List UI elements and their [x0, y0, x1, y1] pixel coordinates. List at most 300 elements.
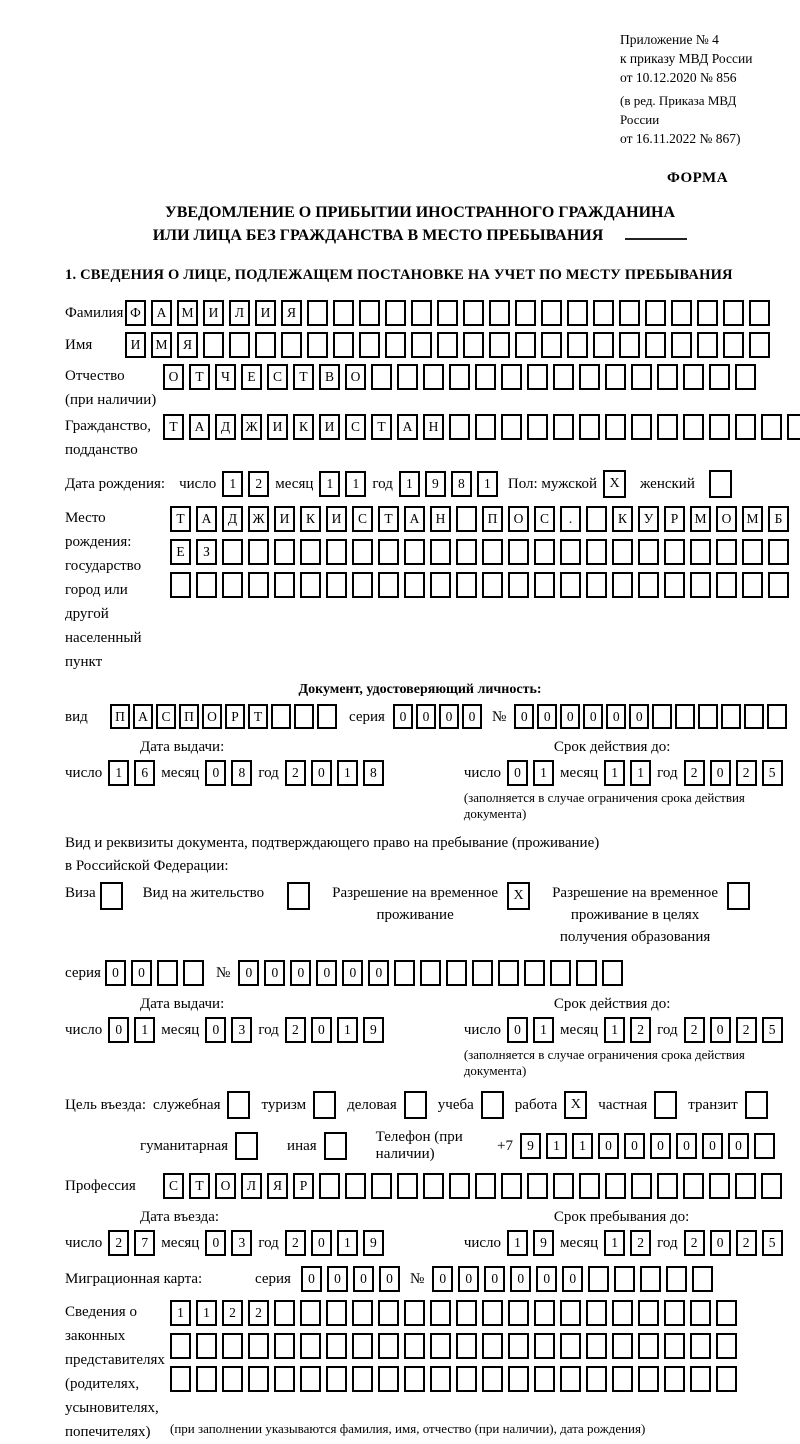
char-cell[interactable] [222, 1366, 243, 1392]
char-cell[interactable] [170, 1333, 191, 1359]
char-cell[interactable] [527, 364, 548, 390]
char-cell[interactable] [423, 364, 444, 390]
char-cell[interactable] [690, 1300, 711, 1326]
char-cell[interactable]: 1 [337, 1017, 358, 1043]
char-cell[interactable] [248, 539, 269, 565]
char-cell[interactable] [593, 332, 614, 358]
char-cell[interactable] [446, 960, 467, 986]
char-cell[interactable] [579, 364, 600, 390]
stay-day-input[interactable] [507, 1230, 554, 1256]
char-cell[interactable] [430, 1366, 451, 1392]
char-cell[interactable]: 1 [604, 1230, 625, 1256]
char-cell[interactable]: 0 [368, 960, 389, 986]
char-cell[interactable]: Н [423, 414, 444, 440]
patronymic-input[interactable] [163, 364, 756, 390]
representatives-row1-input[interactable] [170, 1300, 737, 1326]
res-issue-day-input[interactable] [108, 1017, 155, 1043]
stay-year-input[interactable] [684, 1230, 783, 1256]
char-cell[interactable] [767, 704, 787, 729]
char-cell[interactable]: И [326, 506, 347, 532]
visa-checkbox[interactable] [100, 882, 123, 910]
char-cell[interactable] [657, 1173, 678, 1199]
char-cell[interactable]: 9 [363, 1017, 384, 1043]
char-cell[interactable] [248, 572, 269, 598]
char-cell[interactable]: 2 [684, 760, 705, 786]
char-cell[interactable]: 0 [342, 960, 363, 986]
purpose-official-checkbox[interactable] [227, 1091, 250, 1119]
char-cell[interactable] [430, 572, 451, 598]
res-expiry-day-input[interactable] [507, 1017, 554, 1043]
char-cell[interactable]: О [163, 364, 184, 390]
char-cell[interactable] [534, 539, 555, 565]
char-cell[interactable] [248, 1333, 269, 1359]
char-cell[interactable] [449, 1173, 470, 1199]
char-cell[interactable] [614, 1266, 635, 1292]
char-cell[interactable] [612, 1333, 633, 1359]
char-cell[interactable]: 1 [630, 760, 651, 786]
char-cell[interactable] [550, 960, 571, 986]
char-cell[interactable]: 0 [710, 1017, 731, 1043]
char-cell[interactable]: 0 [327, 1266, 348, 1292]
temp-residence-edu-checkbox[interactable] [727, 882, 750, 910]
char-cell[interactable]: 2 [285, 1230, 306, 1256]
char-cell[interactable]: Ж [241, 414, 262, 440]
res-issue-month-input[interactable] [205, 1017, 252, 1043]
char-cell[interactable] [274, 572, 295, 598]
char-cell[interactable] [404, 1366, 425, 1392]
char-cell[interactable]: 1 [337, 1230, 358, 1256]
char-cell[interactable] [645, 300, 666, 326]
char-cell[interactable]: 1 [134, 1017, 155, 1043]
char-cell[interactable] [619, 332, 640, 358]
char-cell[interactable] [404, 1333, 425, 1359]
char-cell[interactable]: 0 [432, 1266, 453, 1292]
char-cell[interactable]: 0 [439, 704, 459, 729]
char-cell[interactable] [317, 704, 337, 729]
char-cell[interactable] [605, 364, 626, 390]
char-cell[interactable]: 0 [205, 1017, 226, 1043]
char-cell[interactable] [638, 572, 659, 598]
sex-male-checkbox[interactable]: X [603, 470, 626, 498]
char-cell[interactable]: 1 [604, 1017, 625, 1043]
char-cell[interactable] [300, 1333, 321, 1359]
char-cell[interactable] [456, 1366, 477, 1392]
char-cell[interactable] [560, 1333, 581, 1359]
char-cell[interactable] [716, 1333, 737, 1359]
char-cell[interactable]: 1 [572, 1133, 593, 1159]
residence-permit-checkbox[interactable] [287, 882, 310, 910]
char-cell[interactable] [619, 300, 640, 326]
birth-month-input[interactable] [319, 471, 366, 497]
char-cell[interactable] [501, 364, 522, 390]
char-cell[interactable]: 2 [630, 1230, 651, 1256]
char-cell[interactable]: Л [229, 300, 250, 326]
char-cell[interactable]: А [404, 506, 425, 532]
char-cell[interactable] [612, 1300, 633, 1326]
char-cell[interactable]: 0 [108, 1017, 129, 1043]
char-cell[interactable] [307, 300, 328, 326]
char-cell[interactable]: 2 [736, 1230, 757, 1256]
char-cell[interactable]: 0 [510, 1266, 531, 1292]
char-cell[interactable]: 2 [736, 760, 757, 786]
char-cell[interactable]: 2 [630, 1017, 651, 1043]
char-cell[interactable] [394, 960, 415, 986]
char-cell[interactable] [371, 1173, 392, 1199]
char-cell[interactable]: 0 [484, 1266, 505, 1292]
char-cell[interactable] [787, 414, 800, 440]
entry-day-input[interactable] [108, 1230, 155, 1256]
char-cell[interactable] [534, 1333, 555, 1359]
char-cell[interactable] [456, 1333, 477, 1359]
char-cell[interactable] [359, 332, 380, 358]
char-cell[interactable]: А [196, 506, 217, 532]
char-cell[interactable]: 0 [536, 1266, 557, 1292]
char-cell[interactable]: К [612, 506, 633, 532]
char-cell[interactable]: 2 [108, 1230, 129, 1256]
char-cell[interactable] [588, 1266, 609, 1292]
char-cell[interactable]: 1 [108, 760, 129, 786]
char-cell[interactable] [515, 300, 536, 326]
char-cell[interactable] [652, 704, 672, 729]
char-cell[interactable] [586, 1333, 607, 1359]
char-cell[interactable]: В [319, 364, 340, 390]
char-cell[interactable]: 2 [684, 1230, 705, 1256]
representatives-row3-input[interactable] [170, 1366, 737, 1392]
char-cell[interactable]: 0 [205, 760, 226, 786]
char-cell[interactable]: Я [177, 332, 198, 358]
char-cell[interactable] [675, 704, 695, 729]
char-cell[interactable] [475, 364, 496, 390]
purpose-transit-checkbox[interactable] [745, 1091, 768, 1119]
char-cell[interactable] [768, 572, 789, 598]
purpose-business-checkbox[interactable] [404, 1091, 427, 1119]
char-cell[interactable] [567, 332, 588, 358]
char-cell[interactable] [222, 572, 243, 598]
char-cell[interactable] [255, 332, 276, 358]
char-cell[interactable]: 0 [710, 760, 731, 786]
char-cell[interactable] [709, 1173, 730, 1199]
char-cell[interactable]: 0 [311, 1017, 332, 1043]
char-cell[interactable]: 1 [399, 471, 420, 497]
char-cell[interactable] [385, 332, 406, 358]
char-cell[interactable]: 1 [222, 471, 243, 497]
surname-input[interactable] [125, 300, 770, 326]
char-cell[interactable] [735, 414, 756, 440]
char-cell[interactable] [196, 572, 217, 598]
mc-series-input[interactable] [301, 1266, 400, 1292]
char-cell[interactable] [475, 1173, 496, 1199]
birth-year-input[interactable] [399, 471, 498, 497]
title-blank-line[interactable] [625, 224, 687, 240]
char-cell[interactable]: 0 [311, 1230, 332, 1256]
id-issue-day-input[interactable] [108, 760, 155, 786]
char-cell[interactable] [541, 332, 562, 358]
char-cell[interactable]: 2 [248, 1300, 269, 1326]
char-cell[interactable]: Т [371, 414, 392, 440]
char-cell[interactable]: 0 [353, 1266, 374, 1292]
char-cell[interactable] [437, 332, 458, 358]
char-cell[interactable] [664, 1333, 685, 1359]
char-cell[interactable] [534, 1300, 555, 1326]
char-cell[interactable]: 0 [316, 960, 337, 986]
char-cell[interactable]: С [345, 414, 366, 440]
char-cell[interactable] [631, 414, 652, 440]
char-cell[interactable] [612, 572, 633, 598]
char-cell[interactable]: 9 [425, 471, 446, 497]
char-cell[interactable]: 2 [285, 760, 306, 786]
char-cell[interactable] [411, 300, 432, 326]
char-cell[interactable]: 0 [462, 704, 482, 729]
char-cell[interactable] [423, 1173, 444, 1199]
char-cell[interactable] [229, 332, 250, 358]
char-cell[interactable] [671, 300, 692, 326]
char-cell[interactable]: 0 [650, 1133, 671, 1159]
char-cell[interactable]: Р [664, 506, 685, 532]
char-cell[interactable] [333, 332, 354, 358]
char-cell[interactable] [579, 1173, 600, 1199]
char-cell[interactable] [248, 1366, 269, 1392]
char-cell[interactable]: А [397, 414, 418, 440]
char-cell[interactable]: О [215, 1173, 236, 1199]
char-cell[interactable] [638, 539, 659, 565]
char-cell[interactable]: З [196, 539, 217, 565]
birth-day-input[interactable] [222, 471, 269, 497]
char-cell[interactable]: 9 [533, 1230, 554, 1256]
char-cell[interactable] [761, 1173, 782, 1199]
char-cell[interactable] [735, 364, 756, 390]
char-cell[interactable]: 1 [477, 471, 498, 497]
char-cell[interactable]: О [345, 364, 366, 390]
char-cell[interactable]: И [203, 300, 224, 326]
char-cell[interactable] [567, 300, 588, 326]
char-cell[interactable]: Е [241, 364, 262, 390]
char-cell[interactable] [157, 960, 178, 986]
char-cell[interactable] [508, 539, 529, 565]
char-cell[interactable] [371, 364, 392, 390]
char-cell[interactable] [430, 1300, 451, 1326]
char-cell[interactable] [482, 572, 503, 598]
char-cell[interactable] [378, 1333, 399, 1359]
char-cell[interactable] [534, 572, 555, 598]
char-cell[interactable]: 3 [231, 1017, 252, 1043]
char-cell[interactable]: И [274, 506, 295, 532]
char-cell[interactable] [631, 364, 652, 390]
entry-month-input[interactable] [205, 1230, 252, 1256]
char-cell[interactable] [524, 960, 545, 986]
char-cell[interactable] [664, 1300, 685, 1326]
res-number-input[interactable] [238, 960, 623, 986]
char-cell[interactable] [690, 1366, 711, 1392]
char-cell[interactable] [697, 300, 718, 326]
char-cell[interactable]: И [267, 414, 288, 440]
char-cell[interactable] [553, 414, 574, 440]
char-cell[interactable]: 1 [533, 1017, 554, 1043]
name-input[interactable] [125, 332, 770, 358]
char-cell[interactable]: 5 [762, 1017, 783, 1043]
char-cell[interactable]: 0 [507, 760, 528, 786]
char-cell[interactable] [657, 364, 678, 390]
char-cell[interactable] [274, 1300, 295, 1326]
char-cell[interactable] [271, 704, 291, 729]
char-cell[interactable]: 8 [231, 760, 252, 786]
char-cell[interactable]: 0 [264, 960, 285, 986]
char-cell[interactable] [378, 1366, 399, 1392]
char-cell[interactable] [534, 1366, 555, 1392]
char-cell[interactable] [359, 300, 380, 326]
char-cell[interactable] [586, 572, 607, 598]
phone-input[interactable] [520, 1133, 775, 1159]
char-cell[interactable] [579, 414, 600, 440]
char-cell[interactable] [404, 1300, 425, 1326]
char-cell[interactable] [307, 332, 328, 358]
char-cell[interactable] [638, 1333, 659, 1359]
char-cell[interactable] [508, 1366, 529, 1392]
char-cell[interactable] [498, 960, 519, 986]
char-cell[interactable] [515, 332, 536, 358]
char-cell[interactable] [482, 1300, 503, 1326]
char-cell[interactable]: 1 [345, 471, 366, 497]
char-cell[interactable]: 0 [290, 960, 311, 986]
char-cell[interactable]: О [716, 506, 737, 532]
mc-number-input[interactable] [432, 1266, 713, 1292]
char-cell[interactable]: 1 [604, 760, 625, 786]
birth-place-row3-input[interactable] [170, 572, 789, 598]
char-cell[interactable] [560, 572, 581, 598]
char-cell[interactable] [709, 414, 730, 440]
char-cell[interactable]: Д [222, 506, 243, 532]
char-cell[interactable] [501, 1173, 522, 1199]
representatives-row2-input[interactable] [170, 1333, 737, 1359]
char-cell[interactable] [576, 960, 597, 986]
char-cell[interactable]: М [177, 300, 198, 326]
char-cell[interactable]: 2 [684, 1017, 705, 1043]
char-cell[interactable]: 0 [238, 960, 259, 986]
char-cell[interactable] [352, 1300, 373, 1326]
char-cell[interactable] [352, 1333, 373, 1359]
char-cell[interactable] [640, 1266, 661, 1292]
char-cell[interactable]: 0 [301, 1266, 322, 1292]
char-cell[interactable]: Ч [215, 364, 236, 390]
char-cell[interactable] [664, 1366, 685, 1392]
char-cell[interactable]: 0 [105, 960, 126, 986]
char-cell[interactable]: 0 [598, 1133, 619, 1159]
char-cell[interactable]: 1 [507, 1230, 528, 1256]
char-cell[interactable] [605, 1173, 626, 1199]
char-cell[interactable] [698, 704, 718, 729]
char-cell[interactable]: 9 [363, 1230, 384, 1256]
char-cell[interactable]: С [156, 704, 176, 729]
char-cell[interactable] [411, 332, 432, 358]
char-cell[interactable] [638, 1300, 659, 1326]
char-cell[interactable]: 0 [583, 704, 603, 729]
char-cell[interactable] [378, 572, 399, 598]
char-cell[interactable]: 7 [134, 1230, 155, 1256]
char-cell[interactable] [690, 539, 711, 565]
char-cell[interactable] [463, 300, 484, 326]
char-cell[interactable] [697, 332, 718, 358]
char-cell[interactable] [508, 572, 529, 598]
char-cell[interactable]: И [255, 300, 276, 326]
char-cell[interactable]: 0 [702, 1133, 723, 1159]
char-cell[interactable]: 1 [319, 471, 340, 497]
char-cell[interactable]: 1 [546, 1133, 567, 1159]
purpose-humanitarian-checkbox[interactable] [235, 1132, 258, 1160]
char-cell[interactable]: И [319, 414, 340, 440]
char-cell[interactable] [638, 1366, 659, 1392]
char-cell[interactable] [333, 300, 354, 326]
char-cell[interactable]: М [151, 332, 172, 358]
char-cell[interactable] [749, 300, 770, 326]
char-cell[interactable]: 2 [248, 471, 269, 497]
char-cell[interactable] [404, 539, 425, 565]
char-cell[interactable] [326, 572, 347, 598]
char-cell[interactable]: С [534, 506, 555, 532]
purpose-study-checkbox[interactable] [481, 1091, 504, 1119]
char-cell[interactable] [300, 572, 321, 598]
char-cell[interactable] [602, 960, 623, 986]
char-cell[interactable] [560, 1366, 581, 1392]
char-cell[interactable] [508, 1300, 529, 1326]
char-cell[interactable] [420, 960, 441, 986]
char-cell[interactable] [593, 300, 614, 326]
purpose-tourism-checkbox[interactable] [313, 1091, 336, 1119]
char-cell[interactable]: Б [768, 506, 789, 532]
id-expiry-year-input[interactable] [684, 760, 783, 786]
char-cell[interactable] [723, 332, 744, 358]
char-cell[interactable]: М [690, 506, 711, 532]
char-cell[interactable]: 6 [134, 760, 155, 786]
char-cell[interactable] [385, 300, 406, 326]
char-cell[interactable] [761, 414, 782, 440]
char-cell[interactable] [397, 1173, 418, 1199]
char-cell[interactable] [645, 332, 666, 358]
char-cell[interactable] [586, 1366, 607, 1392]
char-cell[interactable] [612, 539, 633, 565]
char-cell[interactable] [671, 332, 692, 358]
char-cell[interactable]: 0 [514, 704, 534, 729]
char-cell[interactable] [378, 1300, 399, 1326]
char-cell[interactable]: Ф [125, 300, 146, 326]
char-cell[interactable] [281, 332, 302, 358]
char-cell[interactable] [326, 1333, 347, 1359]
char-cell[interactable] [222, 539, 243, 565]
char-cell[interactable]: С [163, 1173, 184, 1199]
char-cell[interactable] [183, 960, 204, 986]
char-cell[interactable] [683, 1173, 704, 1199]
char-cell[interactable]: С [352, 506, 373, 532]
res-issue-year-input[interactable] [285, 1017, 384, 1043]
char-cell[interactable] [716, 539, 737, 565]
birth-place-row1-input[interactable] [170, 506, 789, 532]
char-cell[interactable] [527, 1173, 548, 1199]
char-cell[interactable] [489, 300, 510, 326]
char-cell[interactable]: Ж [248, 506, 269, 532]
char-cell[interactable]: Л [241, 1173, 262, 1199]
res-series-input[interactable] [105, 960, 204, 986]
char-cell[interactable]: 5 [762, 1230, 783, 1256]
char-cell[interactable] [456, 572, 477, 598]
char-cell[interactable] [437, 300, 458, 326]
char-cell[interactable] [721, 704, 741, 729]
char-cell[interactable]: Т [170, 506, 191, 532]
char-cell[interactable] [709, 364, 730, 390]
char-cell[interactable] [742, 539, 763, 565]
temp-residence-checkbox[interactable]: X [507, 882, 530, 910]
char-cell[interactable]: А [189, 414, 210, 440]
id-issue-year-input[interactable] [285, 760, 384, 786]
char-cell[interactable]: П [110, 704, 130, 729]
char-cell[interactable] [397, 364, 418, 390]
